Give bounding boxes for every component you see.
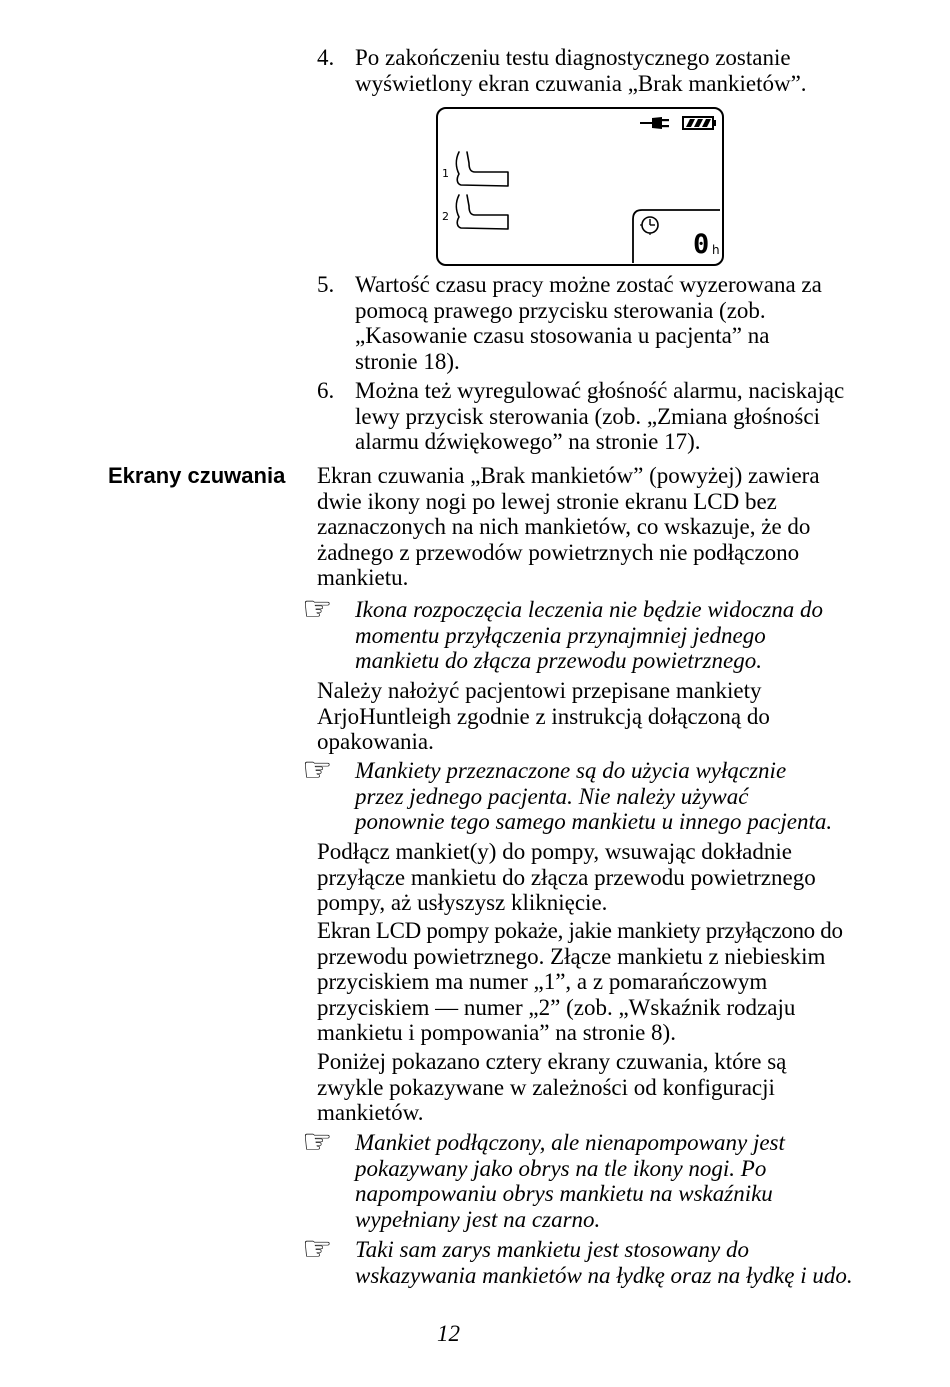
text-line: Po zakończeniu testu diagnostycznego zostanie (355, 45, 791, 70)
text-line: ArjoHuntleigh zgodnie z instrukcją dołączoną do (317, 703, 770, 729)
cuff-port-2-number: 2 (442, 210, 449, 223)
text-line: Mankiety przeznaczone są do użycia wyłącznie (355, 758, 787, 783)
step-5 (0, 272, 950, 374)
step-text (355, 272, 822, 374)
lcd-standby-screen-illustration (435, 106, 725, 268)
text-line: ponownie tego samego mankietu u innego pacjenta. (355, 809, 833, 835)
text-line: Można też wyregulować głośność alarmu, naciskając (355, 378, 845, 403)
text-line: Poniżej pokazano cztery ekrany czuwania, które są (317, 1049, 787, 1074)
note (0, 589, 950, 674)
text-line: pokazywany jako obrys na tle ikony nogi. Po (355, 1155, 767, 1181)
text-line: wypełniany jest na czarno. (355, 1206, 601, 1232)
battery-icon (683, 117, 716, 129)
text-line: Taki sam zarys mankietu jest stosowany do (355, 1237, 749, 1262)
pointing-hand-icon: ☞ (302, 1122, 333, 1162)
text-line: pomocą prawego przycisku sterowania (zob. (355, 297, 766, 323)
note-text (355, 1130, 785, 1232)
step-4 (0, 45, 950, 96)
power-plug-icon (640, 117, 669, 129)
text-line: opakowania. (317, 729, 434, 755)
text-line: żadnego z przewodów powietrznych nie podłączono (317, 539, 800, 565)
text-line: przez jednego pacjenta. Nie należy używać (355, 783, 749, 809)
note (0, 1229, 950, 1288)
note-text (355, 758, 832, 835)
cuff-port-1-number: 1 (442, 167, 449, 180)
text-line: pompy, aż usłyszysz kliknięcie. (317, 890, 608, 916)
paragraph (317, 839, 816, 916)
clock-icon (640, 217, 658, 235)
text-line: alarmu dźwiękowego” na stronie 17). (355, 429, 701, 455)
text-line: przyłącze mankietu do złącza przewodu powietrznego (317, 864, 816, 890)
paragraph (317, 918, 843, 1046)
text-line: mankietu i pompowania” na stronie 8). (317, 1020, 676, 1046)
text-line: przewodu powietrznego. Złącze mankietu z niebieskim (317, 943, 826, 969)
text-line: Ekran LCD pompy pokaże, jakie mankiety przyłączono do (317, 918, 843, 943)
paragraph (317, 1049, 786, 1126)
step-text (355, 378, 844, 455)
text-line: dwie ikony nogi po lewej stronie ekranu LCD bez (317, 488, 777, 514)
text-line: wskazywania mankietów na łydkę oraz na łydkę i udo. (355, 1262, 853, 1288)
text-line: mankietu. (317, 565, 409, 591)
pointing-hand-icon: ☞ (302, 589, 333, 629)
note (0, 1122, 950, 1232)
pointing-hand-icon: ☞ (302, 750, 333, 790)
text-line: Ekran czuwania „Brak mankietów” (powyżej) zawiera (317, 463, 820, 488)
text-line: napompowaniu obrys mankietu na wskaźniku (355, 1181, 773, 1207)
step-number: 5. (317, 272, 335, 297)
note-text (355, 597, 823, 674)
text-line: lewy przycisk sterowania (zob. „Zmiana głośności (355, 403, 820, 429)
text-line: zwykle pokazywane w zależności od konfiguracji (317, 1074, 775, 1100)
note-text (355, 1237, 853, 1288)
text-line: wyświetlony ekran czuwania „Brak mankietów”. (355, 70, 807, 96)
leg-icon (456, 152, 508, 186)
pointing-hand-icon: ☞ (302, 1229, 333, 1269)
text-line: Wartość czasu pracy możne zostać wyzerowana za (355, 272, 822, 297)
text-line: Należy nałożyć pacjentowi przepisane mankiety (317, 678, 762, 703)
therapy-hours-unit: h (712, 243, 720, 257)
text-line: mankietu do złącza przewodu powietrznego. (355, 648, 762, 674)
step-text (355, 45, 807, 96)
leg-icon (456, 195, 508, 229)
text-line: „Kasowanie czasu stosowania u pacjenta” na (355, 323, 770, 349)
text-line: Podłącz mankiet(y) do pompy, wsuwając dokładnie (317, 839, 792, 864)
text-line: Mankiet podłączony, ale nienapompowany jest (355, 1130, 785, 1155)
lcd-frame (437, 108, 723, 265)
page-number: 12 (437, 1321, 460, 1346)
step-number: 4. (317, 45, 335, 70)
text-line: momentu przyłączenia przynajmniej jednego (355, 622, 766, 648)
step-6 (0, 378, 950, 455)
paragraph (317, 678, 770, 755)
text-line: stronie 18). (355, 348, 460, 374)
text-line: Ikona rozpoczęcia leczenia nie będzie widoczna do (355, 597, 823, 622)
text-line: zaznaczonych na nich mankietów, co wskazuje, że do (317, 514, 811, 540)
section-heading: Ekrany czuwania (108, 463, 286, 488)
paragraph (317, 463, 820, 591)
note (0, 750, 950, 835)
therapy-hours-value: 0 (693, 229, 710, 260)
step-number: 6. (317, 378, 335, 403)
text-line: mankietów. (317, 1100, 424, 1126)
text-line: przyciskiem — numer „2” (zob. „Wskaźnik rodzaju (317, 994, 796, 1020)
text-line: przyciskiem ma numer „1”, a z pomarańczowym (317, 969, 768, 995)
